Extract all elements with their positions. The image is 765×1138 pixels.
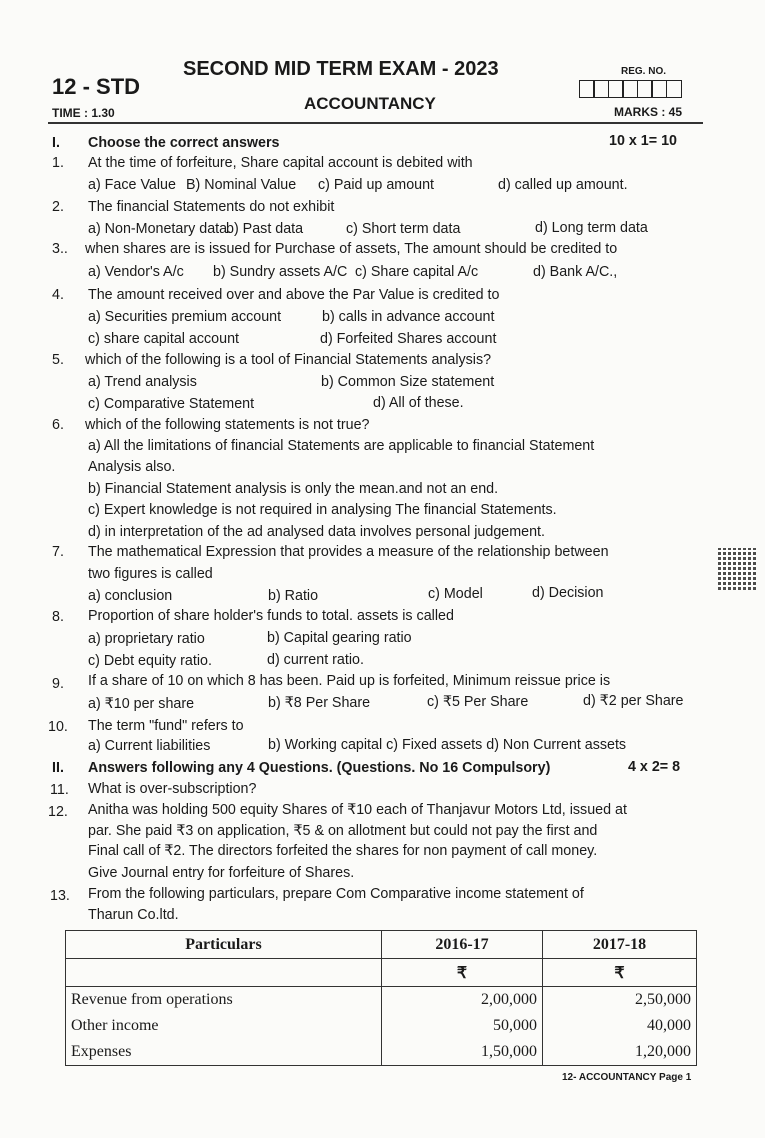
row-label: Expenses: [66, 1039, 382, 1066]
cell-value: 2,00,000: [382, 987, 543, 1014]
question-text: The mathematical Expression that provides a measure of the relationship between: [88, 544, 609, 560]
question-text: two figures is called: [88, 566, 213, 582]
comparative-income-table: [65, 930, 697, 1066]
option: b) Capital gearing ratio: [267, 630, 412, 646]
question-number: 3..: [52, 241, 68, 257]
question-number: 8.: [52, 609, 64, 625]
question-text: Anitha was holding 500 equity Shares of ₹10 each of Thanjavur Motors Ltd, issued at: [88, 802, 627, 818]
option: d) ₹2 per Share: [583, 693, 684, 709]
option: a) conclusion: [88, 588, 173, 604]
option: b) ₹8 Per Share: [268, 695, 371, 711]
section-num: II.: [52, 760, 64, 776]
table-row: [66, 987, 697, 1014]
option: b) Common Size statement: [321, 374, 495, 390]
option: d) Decision: [532, 585, 604, 601]
option: b) Ratio: [268, 588, 319, 604]
option: b) Working capital c) Fixed assets d) Non Current assets: [268, 737, 627, 753]
marks-label: MARKS : 45: [614, 105, 683, 119]
option: d) Forfeited Shares account: [320, 331, 497, 347]
option: c) Comparative Statement: [88, 396, 255, 412]
reg-no-label: REG. NO.: [621, 66, 667, 77]
option: a) All the limitations of financial Statements are applicable to financial Statement: [88, 438, 595, 454]
question-text: The amount received over and above the Par Value is credited to: [88, 287, 500, 303]
option: c) Debt equity ratio.: [88, 653, 212, 669]
option: B) Nominal Value: [186, 177, 297, 193]
cell-value: 50,000: [382, 1013, 543, 1039]
question-number: 12.: [48, 804, 68, 820]
row-label: Revenue from operations: [66, 987, 382, 1014]
option: c) Short term data: [346, 221, 461, 237]
option: a) Current liabilities: [88, 738, 211, 754]
currency-symbol: ₹: [543, 959, 697, 987]
question-text: par. She paid ₹3 on application, ₹5 & on allotment but could not pay the first and: [88, 823, 598, 839]
question-text: when shares are is issued for Purchase of assets, The amount should be credited to: [85, 241, 618, 257]
option: c) Expert knowledge is not required in analysing The financial Statements.: [88, 502, 557, 518]
question-text: which of the following is a tool of Financial Statements analysis?: [85, 352, 492, 368]
option: a) Face Value: [88, 177, 176, 193]
option: d) called up amount.: [498, 177, 628, 193]
cell-value: 1,50,000: [382, 1039, 543, 1066]
question-text: Tharun Co.ltd.: [88, 907, 179, 923]
question-number: 1.: [52, 155, 64, 171]
question-number: 7.: [52, 544, 64, 560]
reg-no-boxes: [580, 80, 682, 98]
question-text: Final call of ₹2. The directors forfeited the shares for non payment of call money.: [88, 843, 598, 859]
section-title: Answers following any 4 Questions. (Questions. No 16 Compulsory): [88, 760, 551, 776]
table-row: [66, 1013, 697, 1039]
question-text: Proportion of share holder's funds to total. assets is called: [88, 608, 454, 624]
option: a) ₹10 per share: [88, 696, 195, 712]
cell-value: 1,20,000: [543, 1039, 697, 1066]
table-row: [66, 1039, 697, 1066]
option: Analysis also.: [88, 459, 176, 475]
question-number: 6.: [52, 417, 64, 433]
option: c) share capital account: [88, 331, 239, 347]
option: d) All of these.: [373, 395, 464, 411]
option: b) calls in advance account: [322, 309, 495, 325]
header-divider: [48, 122, 703, 124]
option: d) Long term data: [535, 220, 648, 236]
question-text: Give Journal entry for forfeiture of Shares.: [88, 865, 355, 881]
time-label: TIME : 1.30: [52, 106, 115, 120]
question-number: 11.: [50, 782, 69, 798]
question-number: 9.: [52, 676, 64, 692]
question-number: 5.: [52, 352, 64, 368]
question-number: 4.: [52, 287, 64, 303]
subject-title: ACCOUNTANCY: [304, 94, 436, 113]
col-header-particulars: Particulars: [66, 931, 382, 959]
cell-value: 40,000: [543, 1013, 697, 1039]
question-text: What is over-subscription?: [88, 781, 257, 797]
section-num: I.: [52, 135, 60, 151]
section-marks: 4 x 2= 8: [628, 759, 681, 775]
section-marks: 10 x 1= 10: [609, 133, 677, 149]
option: d) current ratio.: [267, 652, 364, 668]
exam-title: SECOND MID TERM EXAM - 2023: [183, 58, 499, 80]
question-text: The term "fund" refers to: [88, 718, 244, 734]
option: b) Financial Statement analysis is only the mean.and not an end.: [88, 481, 499, 497]
question-text: At the time of forfeiture, Share capital account is debited with: [88, 155, 473, 171]
empty-cell: [66, 959, 382, 987]
row-label: Other income: [66, 1013, 382, 1039]
option: c) Model: [428, 586, 483, 602]
option: a) Vendor's A/c: [88, 264, 184, 280]
question-text: The financial Statements do not exhibit: [88, 199, 335, 215]
std-label: 12 - STD: [52, 74, 141, 99]
option: c) ₹5 Per Share: [427, 694, 529, 710]
currency-symbol: ₹: [382, 959, 543, 987]
question-text: which of the following statements is not true?: [85, 417, 370, 433]
option: a) Non-Monetary data.: [88, 221, 232, 237]
question-number: 10.: [48, 719, 68, 735]
col-header-2017-18: 2017-18: [543, 931, 697, 959]
question-text: If a share of 10 on which 8 has been. Paid up is forfeited, Minimum reissue price is: [88, 673, 611, 689]
option: d) in interpretation of the ad analysed data involves personal judgement.: [88, 524, 545, 540]
question-number: 2.: [52, 199, 64, 215]
col-header-2016-17: 2016-17: [382, 931, 543, 959]
option: c) Share capital A/c: [355, 264, 479, 280]
option: a) Securities premium account: [88, 309, 282, 325]
option: b) Past data: [226, 221, 304, 237]
page-footer: 12- ACCOUNTANCY Page 1: [562, 1072, 692, 1083]
option: a) Trend analysis: [88, 374, 197, 390]
question-number: 13.: [50, 888, 70, 904]
option: a) proprietary ratio: [88, 631, 205, 647]
qr-code: [718, 548, 756, 590]
option: d) Bank A/C.,: [533, 264, 618, 280]
option: b) Sundry assets A/C: [213, 264, 348, 280]
question-text: From the following particulars, prepare Com Comparative income statement of: [88, 886, 584, 902]
option: c) Paid up amount: [318, 177, 435, 193]
cell-value: 2,50,000: [543, 987, 697, 1014]
section-title: Choose the correct answers: [88, 135, 280, 151]
